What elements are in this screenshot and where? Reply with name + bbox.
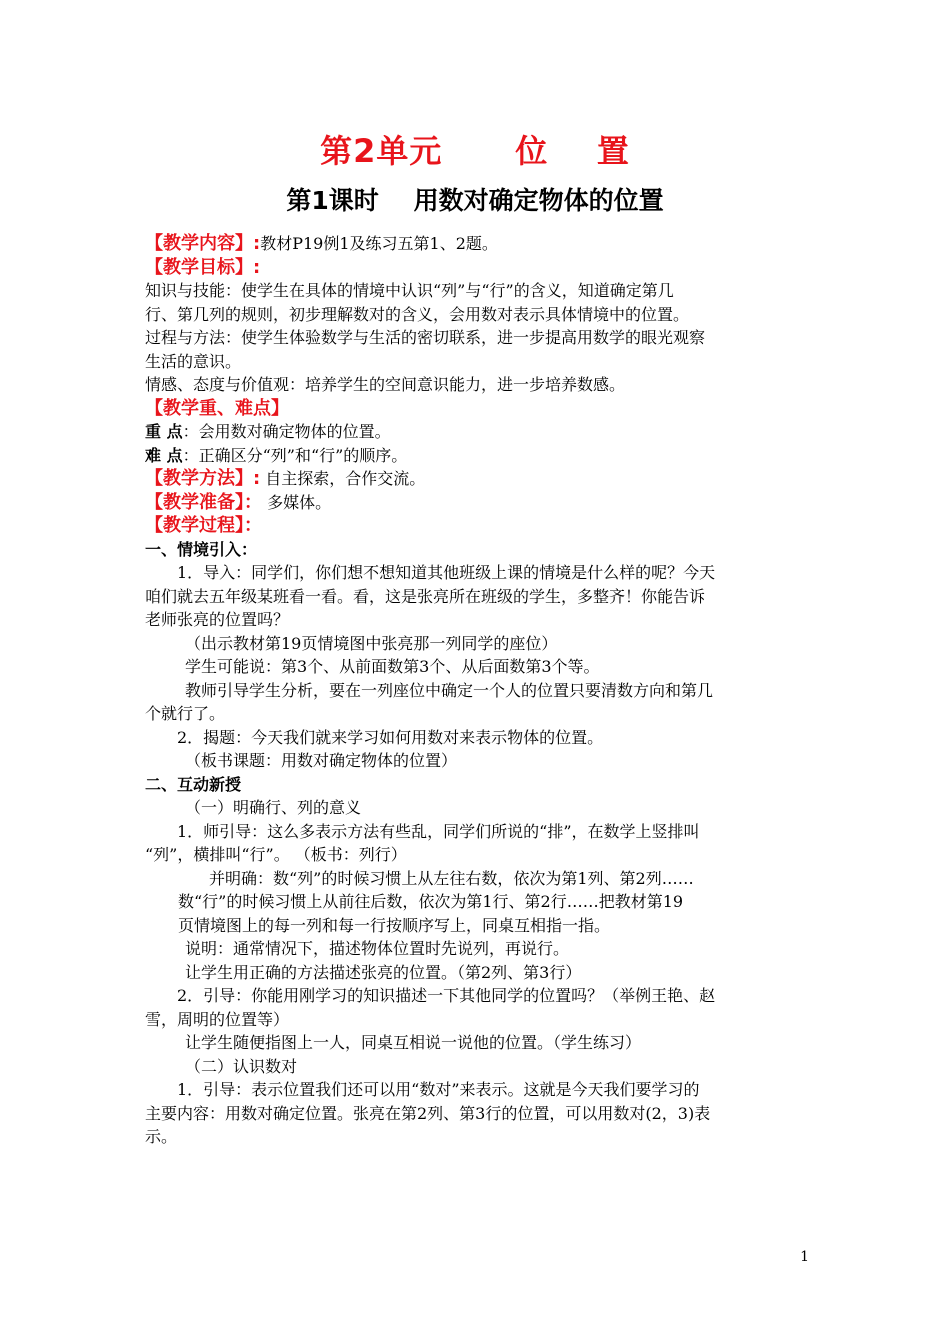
goal-2-line-1: 过程与方法：使学生体验数学与生活的密切联系，进一步提高用数学的眼光观察 bbox=[145, 328, 706, 347]
paragraph-4-line-1: 教师引导学生分析，要在一列座位中确定一个人的位置只要清数方向和第几 bbox=[185, 680, 714, 700]
content-label: 【教学内容】: bbox=[145, 233, 261, 254]
item-2-line-3: 页情境图上的每一列和每一行按顺序写上，同桌互相指一指。 bbox=[178, 915, 611, 935]
item-2-line-1: 并明确：数“列”的时候习惯上从左往右数，依次为第1列、第2列…… bbox=[209, 868, 694, 888]
goal-3: 情感、态度与价值观：培养学生的空间意识能力，进一步培养数感。 bbox=[145, 375, 626, 394]
prep-text: 多媒体。 bbox=[262, 492, 332, 512]
key-point-label: 重 点 bbox=[145, 422, 183, 441]
paragraph-1-line-1: 1．导入：同学们，你们想不想知道其他班级上课的情境是什么样的呢？今天 bbox=[177, 563, 716, 582]
item-1-line-1: 1．师引导：这么多表示方法有些乱，同学们所说的“排”，在数学上竖排叫 bbox=[177, 821, 700, 841]
lesson-body bbox=[145, 232, 815, 1149]
paragraph-6: （板书课题：用数对确定物体的位置） bbox=[185, 751, 458, 770]
key-label: 【教学重、难点】 bbox=[145, 397, 289, 419]
subsection-1-heading: （一）明确行、列的意义 bbox=[185, 798, 362, 817]
content-row bbox=[145, 232, 815, 256]
paragraph-3: 学生可能说：第3个、从前面数第3个、从后面数第3个等。 bbox=[185, 657, 600, 676]
method-label: 【教学方法】: bbox=[145, 468, 261, 489]
process-label: 【教学过程】： bbox=[145, 515, 262, 536]
part-2-heading: 二、互动新授 bbox=[145, 774, 242, 794]
item-5-line-1: 2．引导：你能用刚学习的知识描述一下其他同学的位置吗？（举例王艳、赵 bbox=[177, 986, 716, 1005]
content-text: 教材P19例1及练习五第1、2题。 bbox=[260, 234, 498, 253]
prep-label: 【教学准备】： bbox=[145, 491, 262, 513]
item-7-line-1: 1．引导：表示位置我们还可以用“数对”来表示。这就是今天我们要学习的 bbox=[177, 1080, 700, 1099]
part-1-heading: 一、情境引入： bbox=[145, 539, 258, 559]
item-7-line-2: 主要内容：用数对确定位置。张亮在第2列、第3行的位置，可以用数对(2，3)表 bbox=[145, 1103, 711, 1123]
difficult-point-text: ：正确区分“列”和“行”的顺序。 bbox=[182, 445, 408, 465]
key-point-row bbox=[145, 420, 815, 444]
item-4: 让学生用正确的方法描述张亮的位置。（第2列、第3行） bbox=[185, 962, 582, 982]
paragraph-2: （出示教材第19页情境图中张亮那一列同学的座位） bbox=[185, 633, 558, 653]
item-3: 说明：通常情况下，描述物体位置时先说列，再说行。 bbox=[185, 939, 570, 958]
unit-title: 第2单元 位 置 bbox=[320, 132, 630, 170]
item-7-line-3: 示。 bbox=[145, 1127, 178, 1146]
method-row bbox=[145, 467, 815, 491]
subsection-2-heading: （二）认识数对 bbox=[185, 1056, 298, 1076]
item-6: 让学生随便指图上一人，同桌互相说一说他的位置。（学生练习） bbox=[185, 1033, 642, 1052]
lesson-title: 第1课时 用数对确定物体的位置 bbox=[286, 186, 664, 215]
item-1-line-2: “列”，横排叫“行”。 （板书：列行） bbox=[145, 845, 407, 864]
paragraph-4-line-2: 个就行了。 bbox=[145, 704, 226, 723]
item-2-line-2: 数“行”的时候习惯上从前往后数，依次为第1行、第2行……把教材第19 bbox=[178, 892, 684, 911]
goal-1-line-2: 行、第几列的规则，初步理解数对的含义，会用数对表示具体情境中的位置。 bbox=[145, 304, 690, 324]
method-text: 自主探索，合作交流。 bbox=[260, 469, 426, 488]
goals-row bbox=[145, 256, 815, 280]
key-row bbox=[145, 397, 815, 421]
process-row bbox=[145, 514, 815, 538]
key-point-text: ：会用数对确定物体的位置。 bbox=[182, 422, 391, 441]
paragraph-1-line-3: 老师张亮的位置吗？ bbox=[145, 610, 290, 629]
difficult-point-label: 难 点 bbox=[145, 445, 183, 465]
goal-1-line-1: 知识与技能：使学生在具体的情境中认识“列”与“行”的含义，知道确定第几 bbox=[145, 281, 674, 300]
page-number: 1 bbox=[800, 1249, 809, 1265]
difficult-point-row bbox=[145, 444, 815, 468]
item-5-line-2: 雪，周明的位置等） bbox=[145, 1009, 290, 1029]
goals-label: 【教学目标】: bbox=[145, 256, 261, 278]
paragraph-5: 2．揭题：今天我们就来学习如何用数对来表示物体的位置。 bbox=[177, 727, 604, 747]
goal-2-line-2: 生活的意识。 bbox=[145, 351, 242, 371]
paragraph-1-line-2: 咱们就去五年级某班看一看。看，这是张亮所在班级的学生，多整齐！你能告诉 bbox=[145, 586, 706, 606]
prep-row bbox=[145, 491, 815, 515]
